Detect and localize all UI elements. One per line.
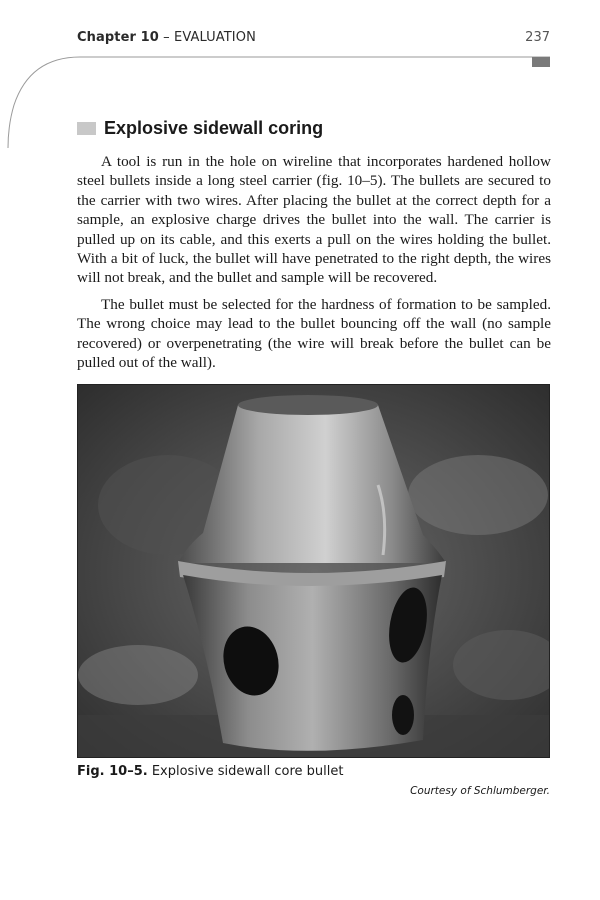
section-heading: [77, 117, 323, 139]
chapter-title: – EVALUATION: [158, 30, 256, 45]
figure-photo-core-bullet: [77, 384, 550, 758]
heading-square-icon: [77, 122, 96, 135]
paragraph-1: A tool is run in the hole on wireline that incorporates hardened hollow steel bullets inside a long steel carrier (fig. 10–5). The bullets are secured to the carrier with two wires. After placing the bullet at the correct depth for a sample, an explosive charge drives the bullet into the wall. The carrier is pulled up on its cable, and this exerts a pull on the wires holding the bullet. With a bit of luck, the bullet will have penetrated to the right depth, the wires will not break, and the bullet and sample will be recovered.: [77, 153, 551, 287]
figure-caption: [77, 764, 343, 779]
figure-number: Fig. 10–5.: [77, 764, 148, 779]
section-title: Explosive sidewall coring: [104, 117, 324, 138]
core-bullet-illustration: [78, 385, 550, 758]
body-text: [77, 152, 551, 379]
paragraph-2: The bullet must be selected for the hardness of formation to be sampled. The wrong choice may lead to the bullet bouncing off the wall (no sample recovered) or overpenetrating (the wire will break before the bullet can be pulled out of the wall).: [77, 295, 551, 372]
figure-credit: Courtesy of Schlumberger.: [410, 785, 550, 797]
chapter-number: Chapter 10: [77, 30, 159, 45]
corner-tab-marker: [532, 57, 550, 67]
page-number: 237: [525, 30, 550, 45]
figure-caption-text: Explosive sidewall core bullet: [147, 764, 344, 779]
